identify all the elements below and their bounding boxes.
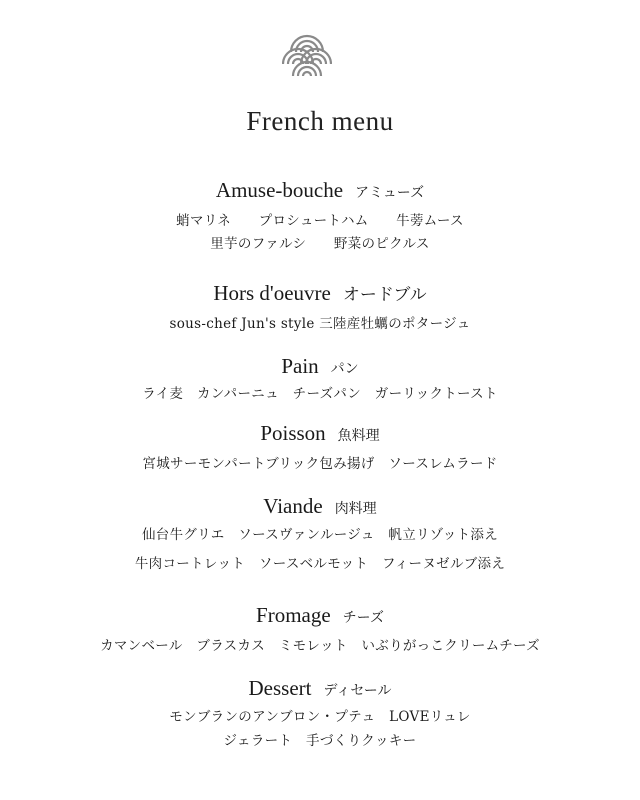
section-heading-viande — [0, 494, 640, 519]
menu-title: French menu — [246, 106, 394, 136]
section-name-jp: アミューズ — [355, 185, 425, 201]
section-name-jp: オードブル — [342, 285, 427, 305]
section-name-jp: 肉料理 — [334, 501, 377, 517]
section-heading-poisson — [0, 421, 640, 446]
menu-item-line: モンブランのアンブロン・プテュ LOVEリュレ — [169, 709, 471, 725]
section-name-jp: チーズ — [342, 610, 384, 626]
section-name-en: Amuse-bouche — [215, 178, 344, 202]
menu-item-line: 蛸マリネ プロシュートハム 牛蒡ムース — [176, 213, 464, 229]
section-name-jp: ディセール — [323, 683, 392, 699]
menu-item-line: ライ麦 カンパーニュ チーズパン ガーリックトースト — [142, 386, 498, 402]
section-name-en: Viande — [263, 494, 323, 518]
section-name-en: Pain — [281, 354, 319, 378]
menu-item-line: ジェラート 手づくりクッキー — [223, 733, 417, 749]
section-name-en: Hors d'oeuvre — [213, 281, 331, 305]
section-name-en: Poisson — [260, 421, 326, 445]
section-heading-amuse-bouche — [0, 178, 640, 203]
section-heading-fromage — [0, 603, 640, 628]
section-name-jp: パン — [330, 361, 359, 377]
section-name-jp: 魚料理 — [337, 428, 380, 444]
menu-item-line: 牛肉コートレット ソースベルモット フィーヌゼルブ添え — [134, 556, 506, 572]
menu-item-line: 宮城サーモンパートブリック包み揚げ ソースレムラード — [142, 456, 498, 472]
seigaiha-wave-icon — [282, 30, 332, 76]
menu-item-line: sous-chef Jun's style 三陸産牡蠣のポタージュ — [169, 316, 471, 332]
menu-item-line: 里芋のファルシ 野菜のピクルス — [210, 236, 430, 252]
section-name-en: Fromage — [256, 603, 331, 627]
section-heading-hors-doeuvre — [0, 280, 640, 306]
menu-item-line: カマンベール ブラスカス ミモレット いぶりがっこクリームチーズ — [100, 638, 540, 654]
section-name-en: Dessert — [248, 676, 312, 700]
section-heading-pain — [0, 354, 640, 379]
section-heading-dessert — [0, 676, 640, 701]
menu-item-line: 仙台牛グリエ ソースヴァンルージュ 帆立リゾット添え — [141, 527, 499, 543]
